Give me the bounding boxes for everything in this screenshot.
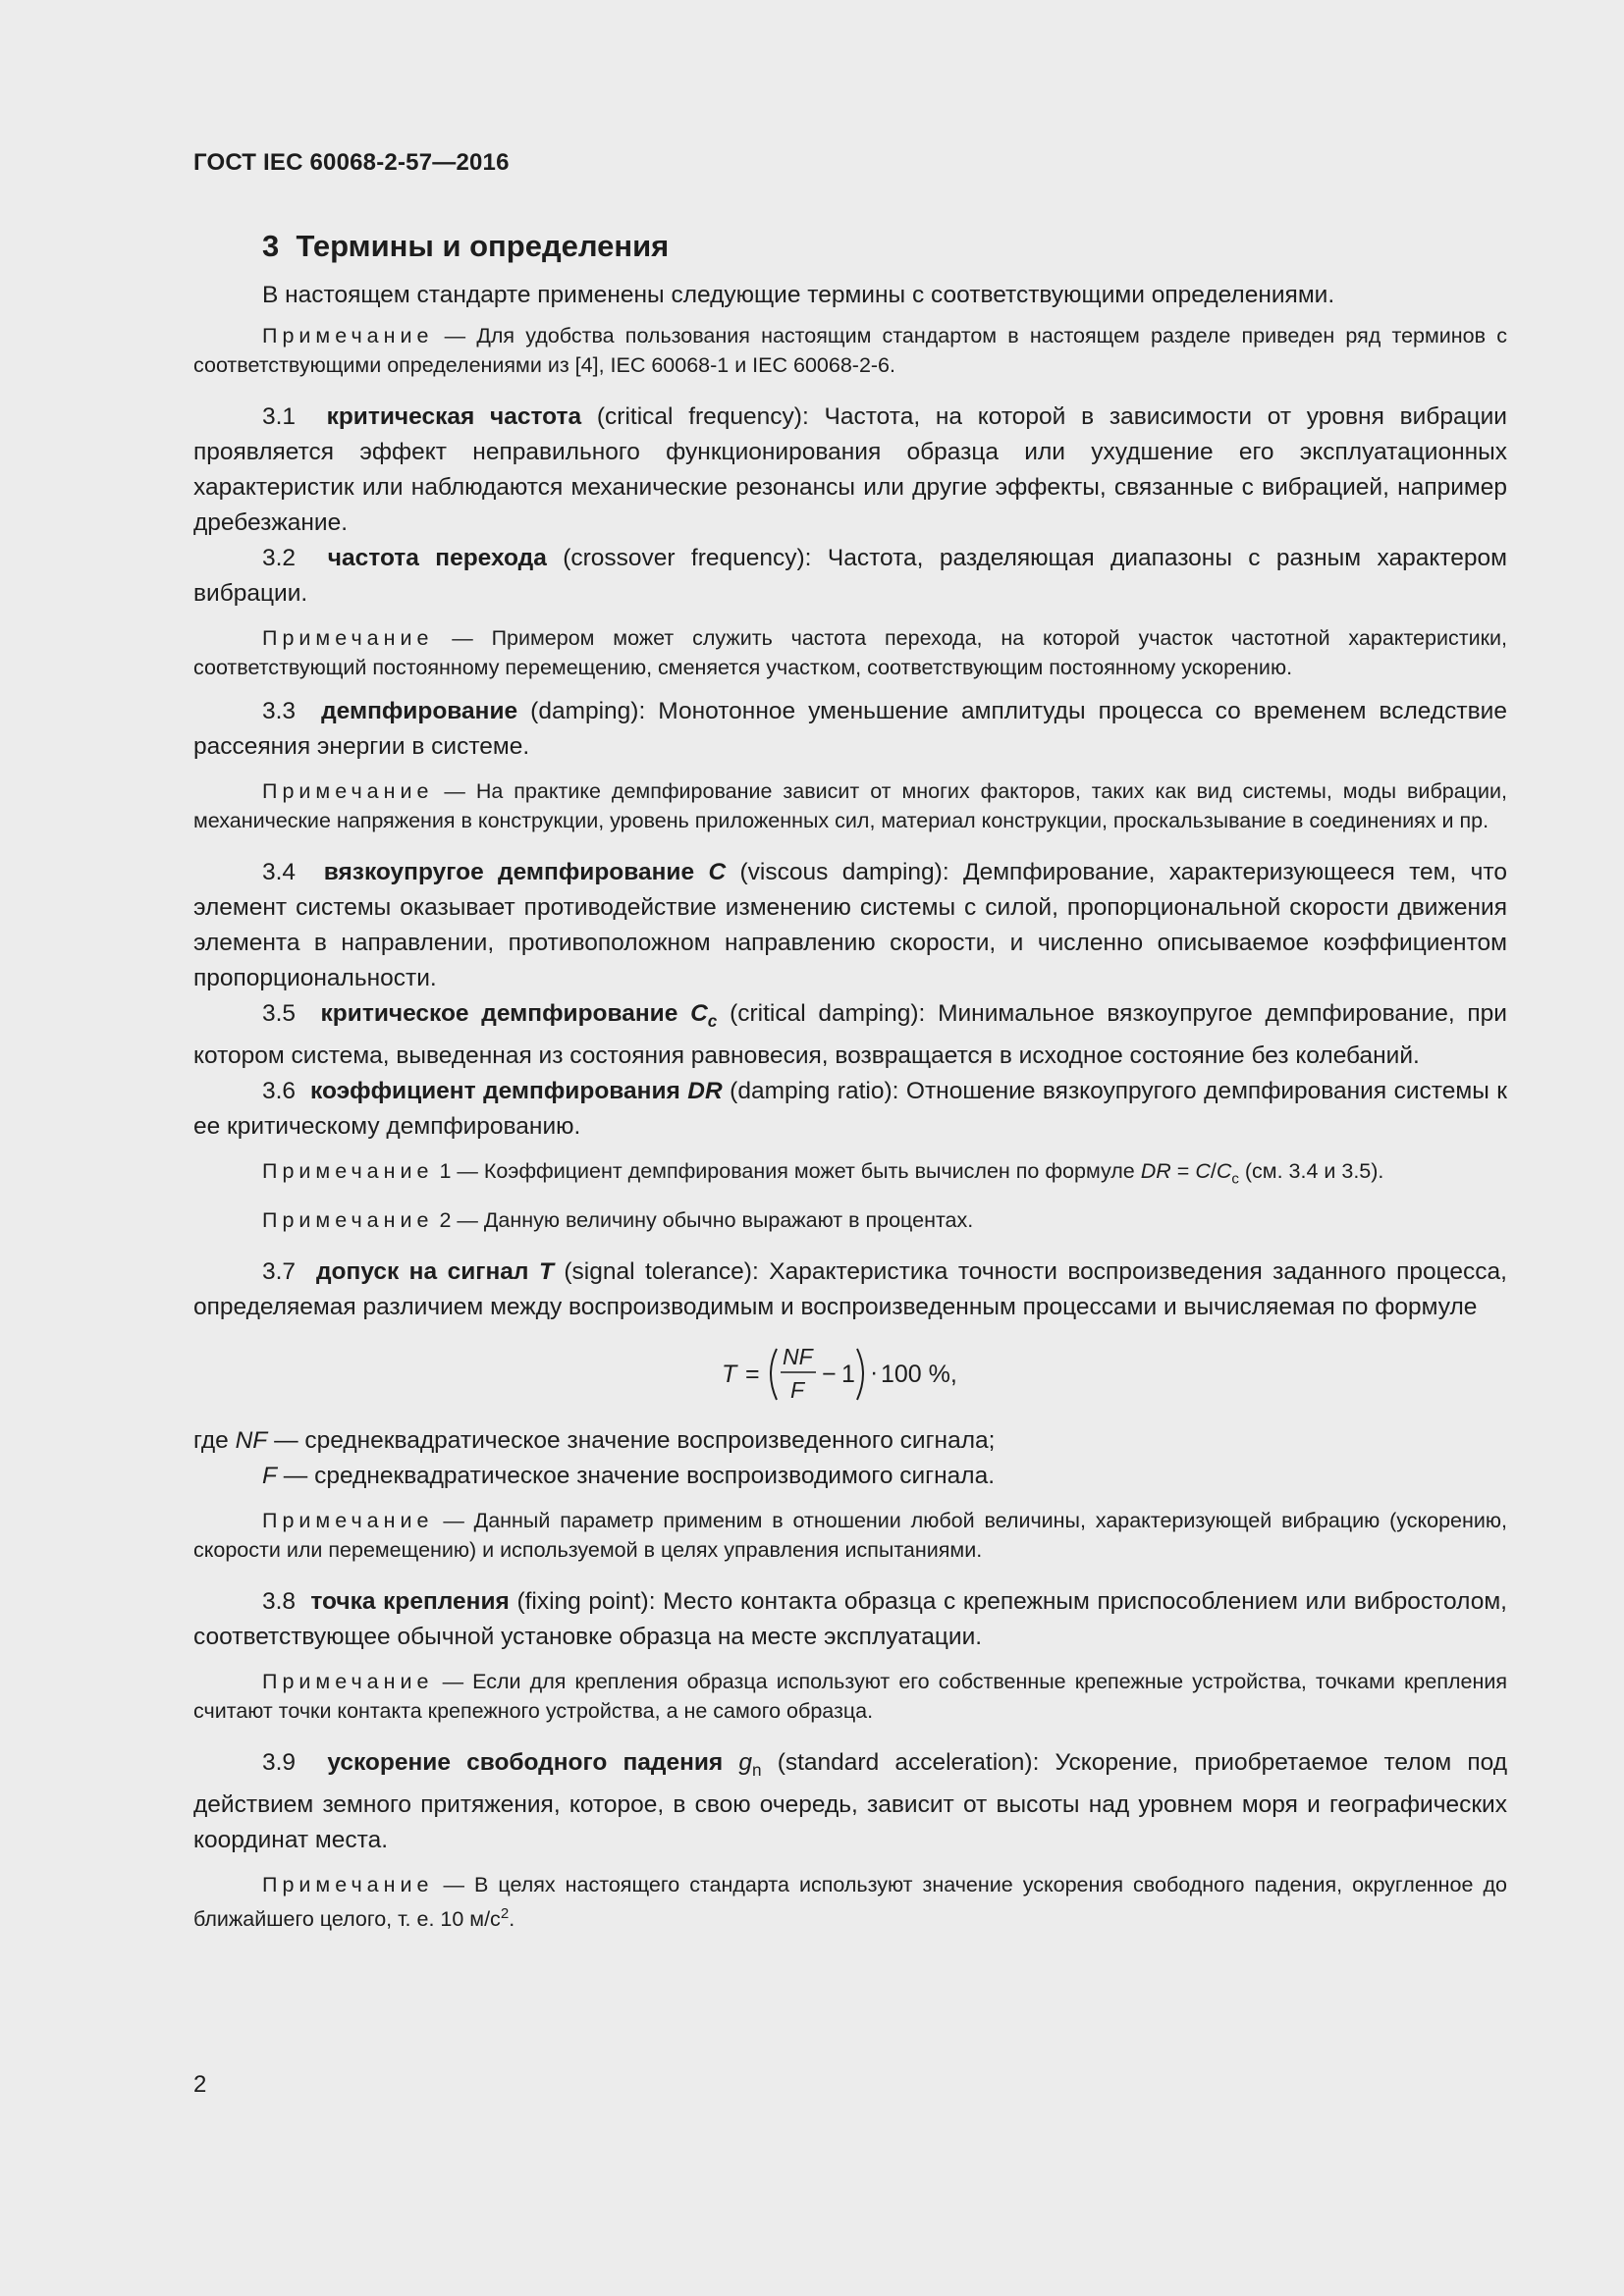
symbol-subscript: c bbox=[707, 1010, 718, 1031]
note-label: Примечание bbox=[262, 626, 434, 650]
term-english: (viscous damping): bbox=[739, 859, 949, 885]
document-header: ГОСТ IEC 60068-2-57—2016 bbox=[193, 149, 510, 176]
formula-minus: − bbox=[822, 1361, 837, 1389]
term-3-1 bbox=[193, 400, 1507, 541]
where-word: где bbox=[193, 1427, 229, 1455]
term-symbol: DR bbox=[687, 1077, 723, 1104]
note-label: Примечание bbox=[262, 1670, 434, 1694]
term-number: 3.5 bbox=[262, 1000, 297, 1027]
where-line-1 bbox=[193, 1423, 1507, 1459]
where-text: — среднеквадратическое значение воспроизводимого сигнала. bbox=[283, 1463, 996, 1490]
term-name: частота перехода bbox=[327, 545, 547, 571]
term-english: (fixing point): bbox=[516, 1588, 656, 1616]
section-number: 3 bbox=[262, 229, 280, 263]
term-3-2 bbox=[193, 541, 1507, 612]
term-english: (standard acceleration): bbox=[777, 1749, 1040, 1777]
term-definition: Монотонное уменьшение амплитуды процесса со временем вследствие рассеяния энергии в системе. bbox=[193, 698, 1507, 760]
term-definition: Отношение вязкоупругого демпфирования системы к ее критическому демпфированию. bbox=[193, 1077, 1508, 1140]
note-label: Примечание bbox=[262, 779, 434, 803]
term-english: (critical frequency): bbox=[596, 403, 809, 430]
where-line-2 bbox=[193, 1459, 1507, 1494]
term-3-6 bbox=[193, 1074, 1507, 1145]
note-3-7 bbox=[193, 1506, 1507, 1565]
intro-paragraph: В настоящем стандарте применены следующие термины с соответствующими определениями. bbox=[262, 282, 1335, 308]
note-3-2 bbox=[193, 623, 1507, 682]
term-number: 3.7 bbox=[262, 1258, 297, 1286]
formula-subscript: c bbox=[1231, 1170, 1239, 1188]
term-definition: Демпфирование, характеризующееся тем, что элемент системы оказывает противодействие изменению системы с силой, пропорциональной скорости движения элемента в направлении, противоположном направлению скорости, и численно описываемое коэффициентом пропорциональности. bbox=[193, 859, 1507, 991]
formula-rest: 100 %, bbox=[881, 1361, 957, 1389]
term-english: (signal tolerance): bbox=[564, 1258, 759, 1286]
formula-operator: = bbox=[1170, 1158, 1196, 1183]
note-text-end: (см. 3.4 и 3.5). bbox=[1238, 1158, 1384, 1183]
term-number: 3.1 bbox=[262, 403, 297, 430]
note-intro bbox=[193, 321, 1507, 380]
section-title: Термины и определения bbox=[296, 229, 670, 263]
term-symbol: C bbox=[708, 859, 727, 885]
term-name: точка крепления bbox=[310, 1588, 510, 1616]
note-number: 2 bbox=[439, 1208, 452, 1233]
where-symbol: F bbox=[262, 1463, 277, 1490]
term-definition: Характеристика точности воспроизведения заданного процесса, определяемая различием между воспроизводимым и воспроизведенным процессами и вычисляемая по формуле bbox=[193, 1258, 1507, 1321]
where-text: — среднеквадратическое значение воспроизведенного сигнала; bbox=[274, 1427, 996, 1455]
term-number: 3.4 bbox=[262, 859, 297, 885]
term-name: критическая частота bbox=[326, 403, 582, 430]
term-english: (crossover frequency): bbox=[563, 545, 812, 571]
page-content bbox=[193, 216, 1507, 1934]
note-text: — Данный параметр применим в отношении любой величины, характеризующей вибрацию (ускорению, скорости или перемещению) и используемой в целях управления испытаниями. bbox=[193, 1509, 1507, 1563]
term-name: демпфирование bbox=[321, 698, 518, 724]
symbol-subscript: n bbox=[752, 1760, 762, 1781]
term-definition: Частота, на которой в зависимости от уровня вибрации проявляется эффект неправильного функционирования образца или ухудшение его эксплуатационных характеристик или наблюдаются механические резонансы или другие эффекты, связанные с вибрацией, например дребезжание. bbox=[193, 403, 1507, 536]
note-label: Примечание bbox=[262, 1509, 434, 1533]
note-label: Примечание bbox=[262, 1208, 434, 1233]
formula-symbol: C bbox=[1216, 1158, 1232, 1183]
term-english: (damping): bbox=[530, 698, 646, 724]
term-3-3 bbox=[193, 694, 1507, 765]
note-text: — В целях настоящего стандарта используют значение ускорения свободного падения, округленное до ближайшего целого, т. е. 10 м/с bbox=[193, 1873, 1507, 1932]
note-text: — Примером может служить частота перехода, на которой участок частотной характеристики, соответствующий постоянному перемещению, сменяется участком, соответствующим постоянному ускорению. bbox=[193, 626, 1507, 679]
note-label: Примечание bbox=[262, 1158, 434, 1183]
term-name: критическое демпфирование bbox=[320, 1000, 678, 1027]
right-paren bbox=[857, 1349, 863, 1400]
term-name: допуск на сигнал bbox=[316, 1258, 529, 1286]
term-definition: Ускорение, приобретаемое телом под действием земного притяжения, которое, в свою очередь, зависит от высоты над уровнем моря и географических координат места. bbox=[193, 1749, 1508, 1854]
formula-symbol: C bbox=[1195, 1158, 1211, 1183]
section-heading bbox=[262, 227, 1507, 266]
note-number: 1 bbox=[439, 1158, 452, 1183]
term-number: 3.2 bbox=[262, 545, 297, 571]
term-definition: Место контакта образца с крепежным приспособлением или вибростолом, соответствующее обычной установке образца на месте эксплуатации. bbox=[193, 1588, 1507, 1651]
note-text: — Для удобства пользования настоящим стандартом в настоящем разделе приведен ряд терминов с соответствующими определениями из [4], IEC 60068-1 и IEC 60068-2-6. bbox=[193, 324, 1507, 377]
note-3-8 bbox=[193, 1667, 1507, 1726]
term-3-7 bbox=[193, 1255, 1507, 1325]
formula-one: 1 bbox=[841, 1361, 855, 1389]
signal-tolerance-formula bbox=[193, 1331, 1507, 1415]
note-3-6-2 bbox=[193, 1205, 1507, 1235]
note-text: — Если для крепления образца используют его собственные крепежные устройства, точками крепления считают точки контакта крепежного устройства, а не самого образца. bbox=[193, 1670, 1507, 1724]
note-3-3 bbox=[193, 776, 1507, 835]
term-name: ускорение свободного падения bbox=[327, 1749, 724, 1777]
formula-numerator: NF bbox=[783, 1344, 813, 1370]
term-english: (damping ratio): bbox=[730, 1077, 899, 1104]
note-label: Примечание bbox=[262, 1873, 434, 1897]
term-name: вязкоупругое демпфирование bbox=[323, 859, 695, 885]
term-number: 3.6 bbox=[262, 1077, 297, 1104]
term-3-5 bbox=[193, 996, 1507, 1074]
formula-lhs: T bbox=[722, 1361, 737, 1389]
left-paren bbox=[771, 1349, 777, 1400]
term-english: (critical damping): bbox=[730, 1000, 926, 1027]
term-3-9 bbox=[193, 1745, 1507, 1858]
symbol-base: g bbox=[738, 1749, 753, 1777]
where-symbol: NF bbox=[235, 1427, 268, 1455]
formula-denominator: F bbox=[790, 1377, 805, 1404]
note-text: — Коэффициент демпфирования может быть вычислен по формуле bbox=[457, 1158, 1135, 1183]
term-3-8 bbox=[193, 1584, 1507, 1655]
term-number: 3.9 bbox=[262, 1749, 297, 1777]
term-name: коэффициент демпфирования bbox=[310, 1077, 680, 1104]
note-3-9 bbox=[193, 1870, 1507, 1934]
term-number: 3.3 bbox=[262, 698, 297, 724]
term-symbol: T bbox=[538, 1258, 554, 1286]
formula-dot: · bbox=[870, 1359, 879, 1387]
term-symbol bbox=[690, 1000, 718, 1031]
note-superscript: 2 bbox=[500, 1905, 510, 1923]
note-text: — На практике демпфирование зависит от многих факторов, таких как вид системы, моды вибрации, механические напряжения в конструкции, уровень приложенных сил, материал конструкции, проскальзывание в соединениях и пр. bbox=[193, 779, 1507, 832]
note-text-end: . bbox=[509, 1907, 515, 1932]
note-3-6-1 bbox=[193, 1156, 1507, 1194]
formula-symbol: DR bbox=[1140, 1158, 1171, 1183]
symbol-base: C bbox=[690, 1000, 708, 1027]
note-text: — Данную величину обычно выражают в процентах. bbox=[457, 1208, 974, 1233]
term-definition: Частота, разделяющая диапазоны с разным характером вибрации. bbox=[193, 545, 1507, 607]
note-label: Примечание bbox=[262, 324, 434, 347]
term-definition: Минимальное вязкоупругое демпфирование, при котором система, выведенная из состояния равновесия, возвращается в исходное состояние без колебаний. bbox=[193, 1000, 1507, 1069]
page-number: 2 bbox=[193, 2071, 207, 2098]
term-number: 3.8 bbox=[262, 1588, 297, 1616]
formula-operator: / bbox=[1210, 1158, 1217, 1183]
term-symbol bbox=[738, 1749, 762, 1781]
term-3-4 bbox=[193, 855, 1507, 996]
formula-graphic bbox=[714, 1331, 969, 1415]
formula-equals: = bbox=[745, 1361, 760, 1389]
